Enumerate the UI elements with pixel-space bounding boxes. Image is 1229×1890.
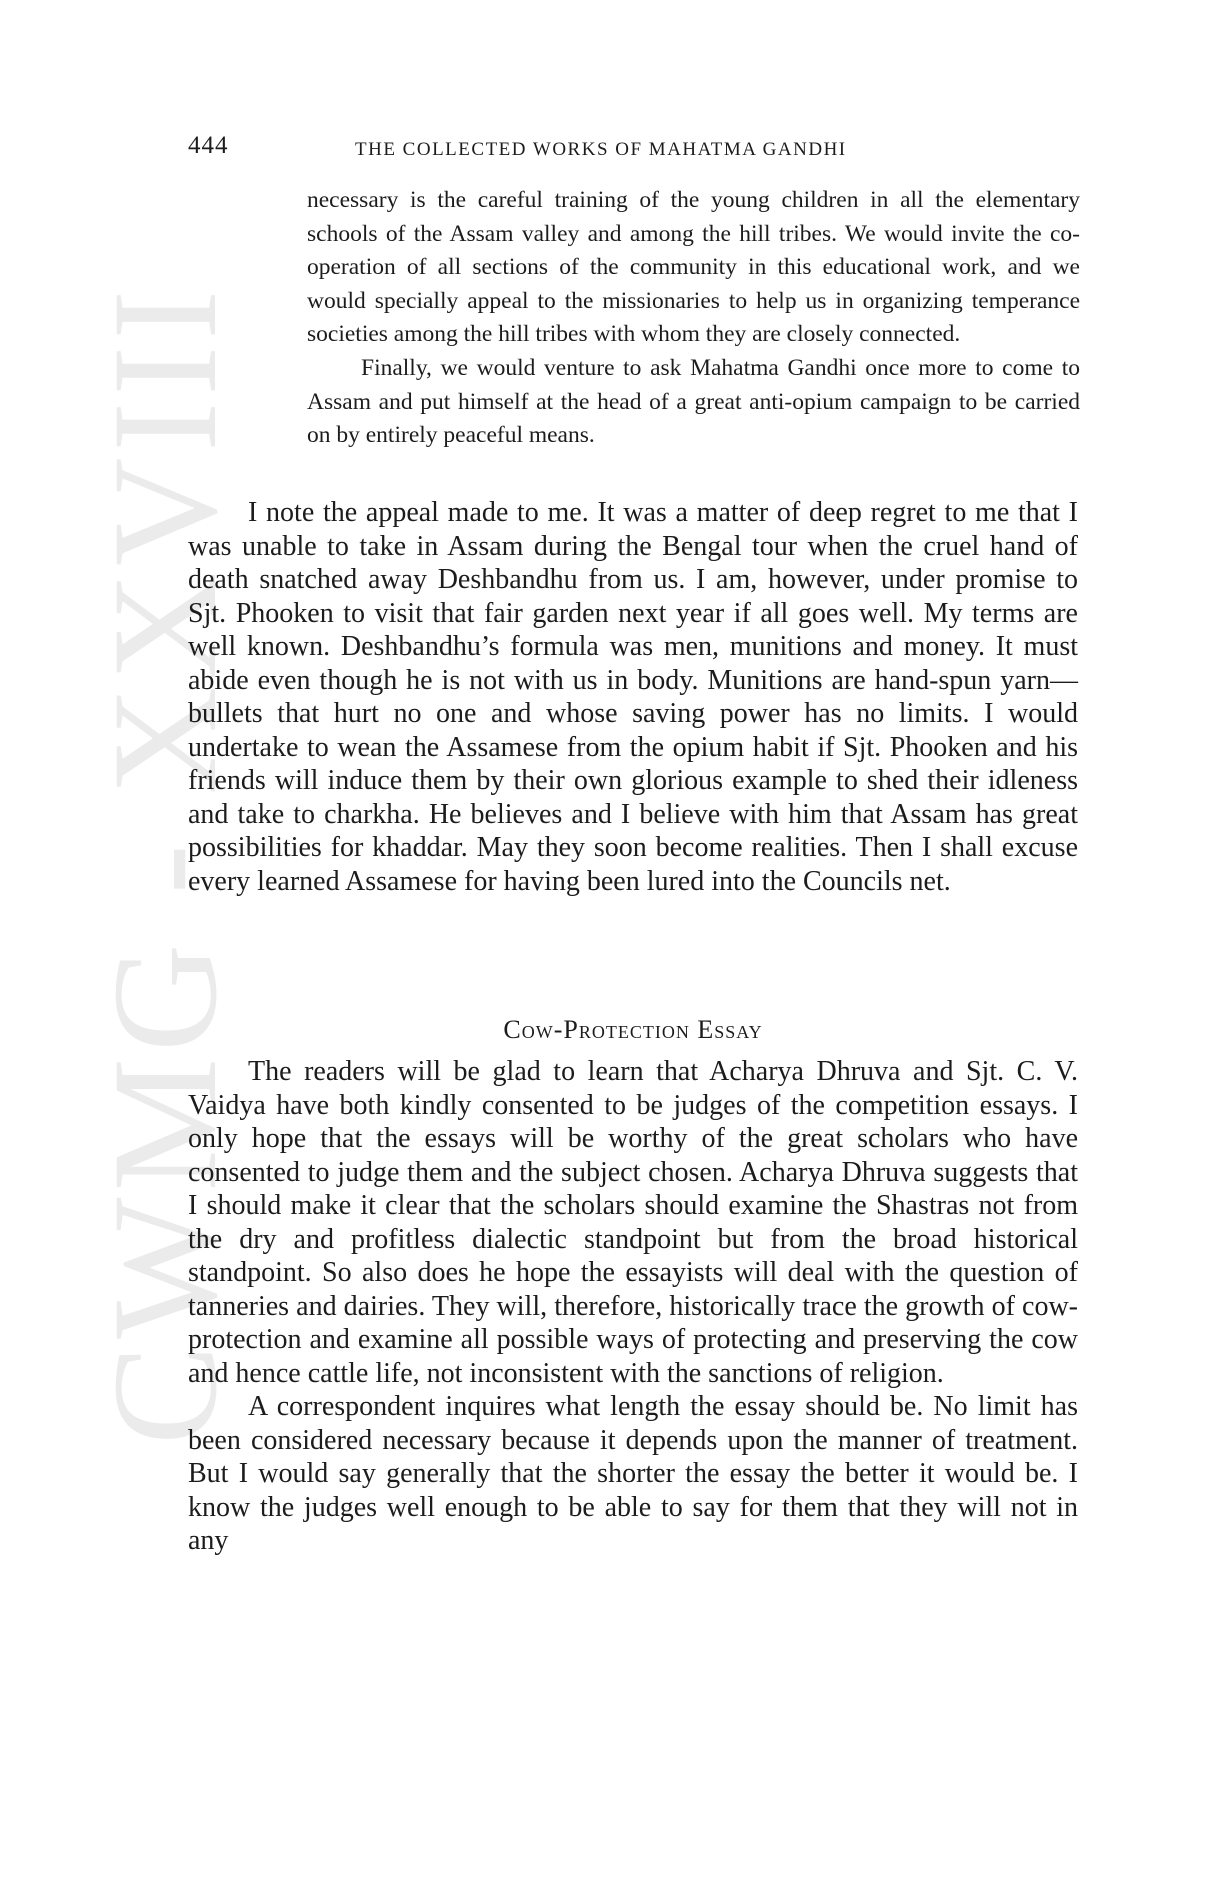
watermark: CWMG - XXVIII: [82, 283, 248, 1445]
page-number: 444: [188, 132, 229, 159]
block-quote: [307, 184, 1080, 453]
body-section-2: [188, 1055, 1078, 1558]
running-head: THE COLLECTED WORKS OF MAHATMA GANDHI: [355, 139, 847, 160]
quote-paragraph: Finally, we would venture to ask Mahatma Gandhi once more to come to Assam and put himself at the head of a great anti-opium campaign to be carried on by entirely peaceful means.: [307, 354, 1080, 449]
body-paragraph: I note the appeal made to me. It was a matter of deep regret to me that I was unable to take in Assam during the Bengal tour when the cruel hand of death snatched away Deshbandhu from us. I am, however, under promise to Sjt. Phooken to visit that fair garden next year if all goes well. My terms are well known. Deshbandhu’s formula was men, munitions and money. It must abide even though he is not with us in body. Munitions are hand-spun yarn—bullets that hurt no one and whose saving power has no limits. I would undertake to wean the Assamese from the opium habit if Sjt. Phooken and his friends will induce them by their own glorious example to shed their idleness and take to charkha. He believes and I believe with him that Assam has great possibilities for khaddar. May they soon become realities. Then I shall excuse every learned Assamese for having been lured into the Councils net.: [188, 497, 1078, 897]
quote-paragraph: necessary is the careful training of the young children in all the elementary schools of the Assam valley and among the hill tribes. We would invite the co-operation of all sections of the community in this educational work, and we would specially appeal to the missionaries to help us in organizing temperance societies among the hill tribes with whom they are closely connected.: [307, 187, 1080, 348]
section-heading: Cow-Protection Essay: [503, 1015, 763, 1044]
body-section-1: [188, 496, 1078, 898]
body-paragraph: A correspondent inquires what length the essay should be. No limit has been considered necessary because it depends upon the manner of treatment. But I would say generally that the shorter the essay the better it would be. I know the judges well enough to be able to say for them that they will not in any: [188, 1391, 1078, 1556]
body-paragraph: The readers will be glad to learn that Acharya Dhruva and Sjt. C. V. Vaidya have both kindly consented to be judges of the competition essays. I only hope that the essays will be worthy of the great scholars who have consented to judge them and the subject chosen. Acharya Dhruva suggests that I should make it clear that the scholars should examine the Shastras not from the dry and profitless dialectic standpoint but from the broad historical standpoint. So also does he hope the essayists will deal with the question of tanneries and dairies. They will, therefore, historically trace the growth of cow-protection and examine all possible ways of protecting and preserving the cow and hence cattle life, not inconsistent with the sanctions of religion.: [188, 1056, 1078, 1389]
